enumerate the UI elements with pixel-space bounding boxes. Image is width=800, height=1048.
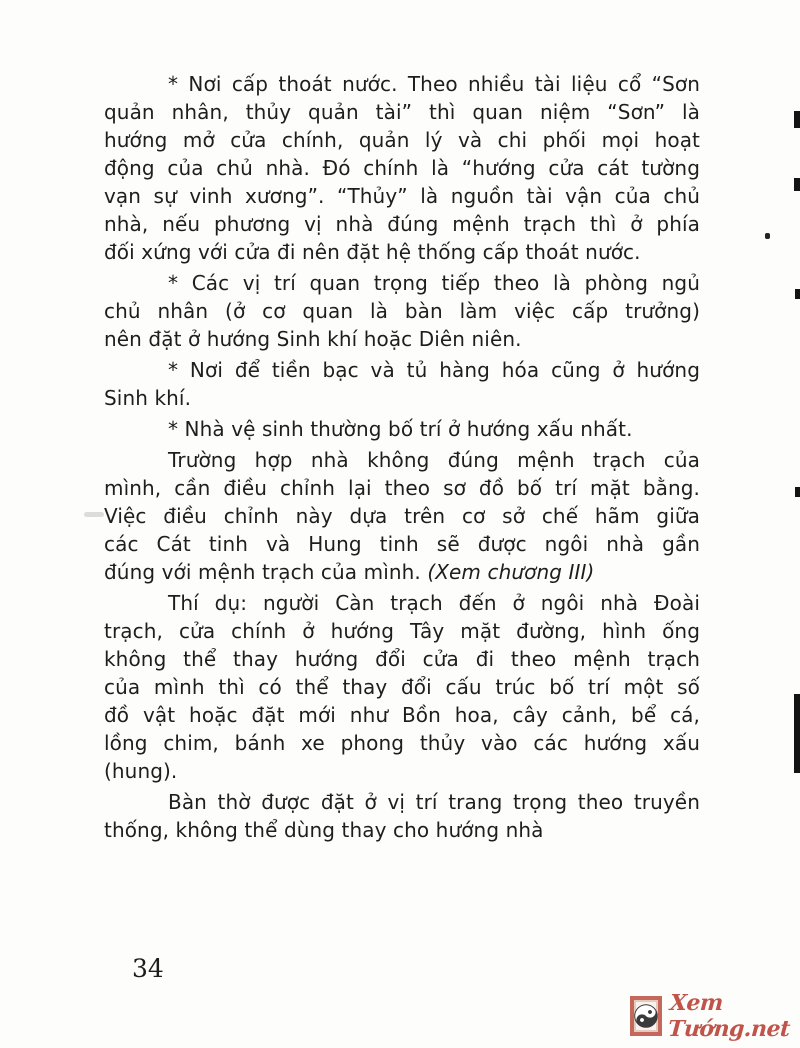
scan-artifact [794, 694, 800, 773]
watermark-site-name: Xem Tướng.net [667, 990, 791, 1042]
scan-artifact [794, 178, 800, 191]
text-line: mình, cần điều chỉnh lại theo sơ đồ bố trí mặt bằng. [104, 476, 700, 500]
text-line: các Cát tinh và Hung tinh sẽ được ngôi nhà gần [104, 532, 700, 556]
text-line: động của chủ nhà. Đó chính là “hướng cửa cát tường [104, 156, 700, 180]
text-line: trạch, cửa chính ở hướng Tây mặt đường, hình ống [104, 619, 700, 643]
text-line: lồng chim, bánh xe phong thủy vào các hướng xấu [104, 731, 700, 755]
scan-artifact [794, 111, 800, 128]
scan-artifact [795, 289, 800, 299]
scan-artifact [765, 233, 770, 239]
paragraph [104, 446, 700, 586]
text-line: chủ nhân (ở cơ quan là bàn làm việc cấp trưởng) [104, 299, 700, 323]
text-line: hướng mở cửa chính, quản lý và chi phối mọi hoạt [104, 128, 700, 152]
text-line: * Nơi cấp thoát nước. Theo nhiều tài liệu cổ “Sơn [168, 72, 700, 96]
text-line: vạn sự vinh xương”. “Thủy” là nguồn tài vận của chủ [104, 184, 700, 208]
text-line: thống, không thể dùng thay cho hướng nhà [104, 818, 544, 842]
text-line: * Các vị trí quan trọng tiếp theo là phòng ngủ [168, 271, 700, 295]
text-line: * Nhà vệ sinh thường bố trí ở hướng xấu nhất. [168, 417, 633, 441]
text-line: nhà, nếu phương vị nhà đúng mệnh trạch thì ở phía [104, 212, 700, 236]
text-line: không thể thay hướng đổi cửa đi theo mệnh trạch [104, 647, 700, 671]
paragraph [104, 415, 700, 443]
text-line: đúng với mệnh trạch của mình. (Xem chương III) [104, 560, 595, 584]
text-line: Sinh khí. [104, 386, 192, 410]
text-block [104, 70, 700, 844]
paragraph [104, 589, 700, 785]
page-number: 34 [132, 954, 164, 983]
text-line: đối xứng với cửa đi nên đặt hệ thống cấp thoát nước. [104, 240, 641, 264]
text-line: Việc điều chỉnh này dựa trên cơ sở chế hãm giữa [104, 504, 700, 528]
text-line: nên đặt ở hướng Sinh khí hoặc Diên niên. [104, 327, 522, 351]
text-line: Bàn thờ được đặt ở vị trí trang trọng theo truyền [168, 790, 700, 814]
text-line: (hung). [104, 759, 178, 783]
text-line: đồ vật hoặc đặt mới như Bồn hoa, cây cảnh, bể cá, [104, 703, 700, 727]
paragraph [104, 269, 700, 353]
scan-artifact [84, 512, 104, 517]
text-line: Trường hợp nhà không đúng mệnh trạch của [168, 448, 700, 472]
text-line: của mình thì có thể thay đổi cấu trúc bố trí một số [104, 675, 700, 699]
paragraph [104, 356, 700, 412]
text-line: * Nơi để tiền bạc và tủ hàng hóa cũng ở hướng [168, 358, 700, 382]
paragraph [104, 788, 700, 844]
paragraph [104, 70, 700, 266]
scan-artifact [795, 487, 800, 497]
text-line: quản nhân, thủy quản tài” thì quan niệm “Sơn” là [104, 100, 700, 124]
yin-yang-icon [630, 996, 662, 1036]
text-line: Thí dụ: người Càn trạch đến ở ngôi nhà Đoài [168, 591, 700, 615]
watermark [630, 990, 800, 1042]
